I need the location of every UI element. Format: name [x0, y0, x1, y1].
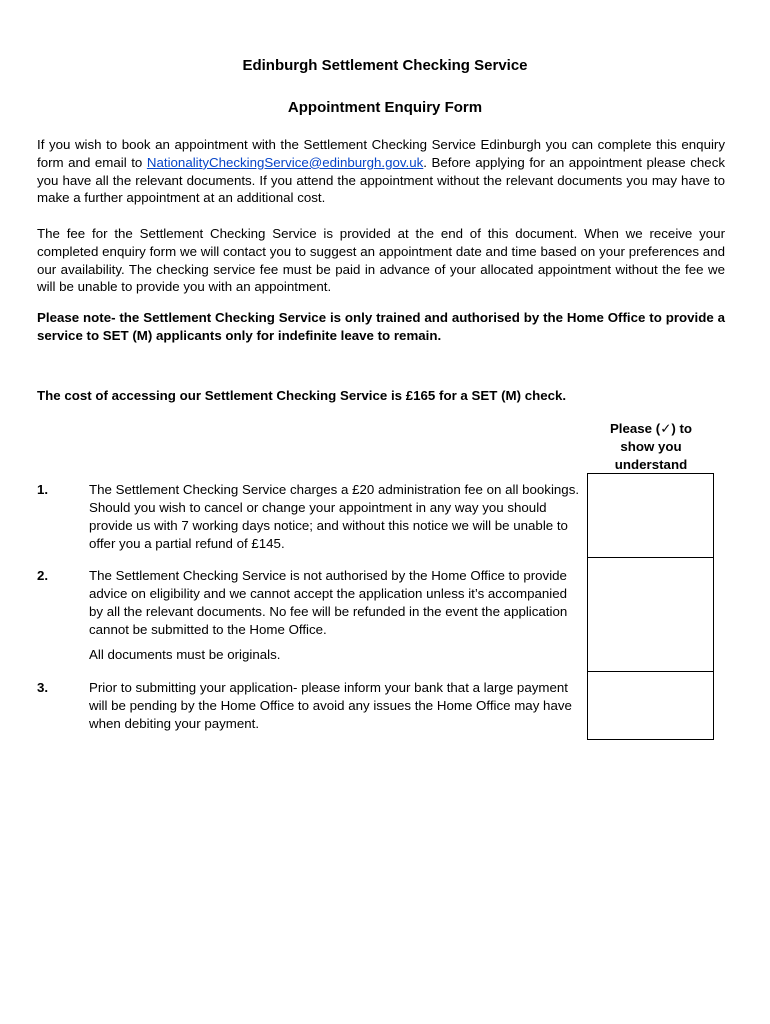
checkbox-item-1[interactable] — [587, 473, 714, 559]
fee-paragraph: The fee for the Settlement Checking Service is provided at the end of this document. When we receive your completed enquiry form we will contact you to suggest an appointment date and time based on your preferences and our availability. The checking service fee must be paid in advance of your allocated appointment without the fee we will be unable to provide you with an appointment. — [37, 226, 725, 295]
note-paragraph: Please note- the Settlement Checking Service is only trained and authorised by the Home Office to provide a service to SET (M) applicants only for indefinite leave to remain. — [37, 310, 725, 343]
checkbox-item-2[interactable] — [587, 557, 714, 673]
cost-statement: The cost of accessing our Settlement Checking Service is £165 for a SET (M) check. — [37, 388, 567, 403]
item-text-2-extra: All documents must be originals. — [89, 647, 281, 662]
intro-text-end: . Before applying for an appointment please check you have all the relevant documents. If you attend the appointment without the relevant documents you may have to make a further appointment at an additional cost. — [37, 154, 726, 206]
form-title: Appointment Enquiry Form — [287, 99, 483, 116]
checkbox-item-3[interactable] — [587, 671, 714, 740]
item-number-3: 3. — [37, 680, 49, 695]
intro-text-start: If you wish to book an appointment with the Settlement Checking Service Edinburgh you can complete this enquiry form and email to — [37, 137, 725, 170]
item-text-2: The Settlement Checking Service is not authorised by the Home Office to provide advice on eligibility and we cannot accept the application unless it’s accompanied by all the relevant documents. No fee will be refunded in the event the application cannot be submitted to the Home Office. — [89, 568, 568, 637]
item-text-1: The Settlement Checking Service charges a £20 administration fee on all bookings. Should you wish to cancel or change your appointment in any way you should provide us with 7 working days notice; and without this notice we will be unable to offer you a partial refund of £145. — [89, 482, 580, 551]
intro-paragraph — [37, 136, 725, 207]
item-text-3: Prior to submitting your application- please inform your bank that a large payment will be pending by the Home Office to avoid any issues the Home Office may have when debiting your payment. — [89, 680, 572, 731]
page-title: Edinburgh Settlement Checking Service — [242, 57, 528, 74]
checkbox-header-line-3: understand — [614, 457, 688, 472]
email-link[interactable]: NationalityCheckingService@edinburgh.gov.uk — [146, 154, 424, 170]
item-number-1: 1. — [37, 482, 49, 497]
checkbox-header-line-1: Please (✓) to — [609, 421, 693, 436]
checkmark-icon: ✓ — [660, 421, 672, 436]
checkbox-header-line-2: show you — [620, 439, 682, 454]
item-number-2: 2. — [37, 568, 49, 583]
checkbox-column-header — [588, 420, 714, 474]
